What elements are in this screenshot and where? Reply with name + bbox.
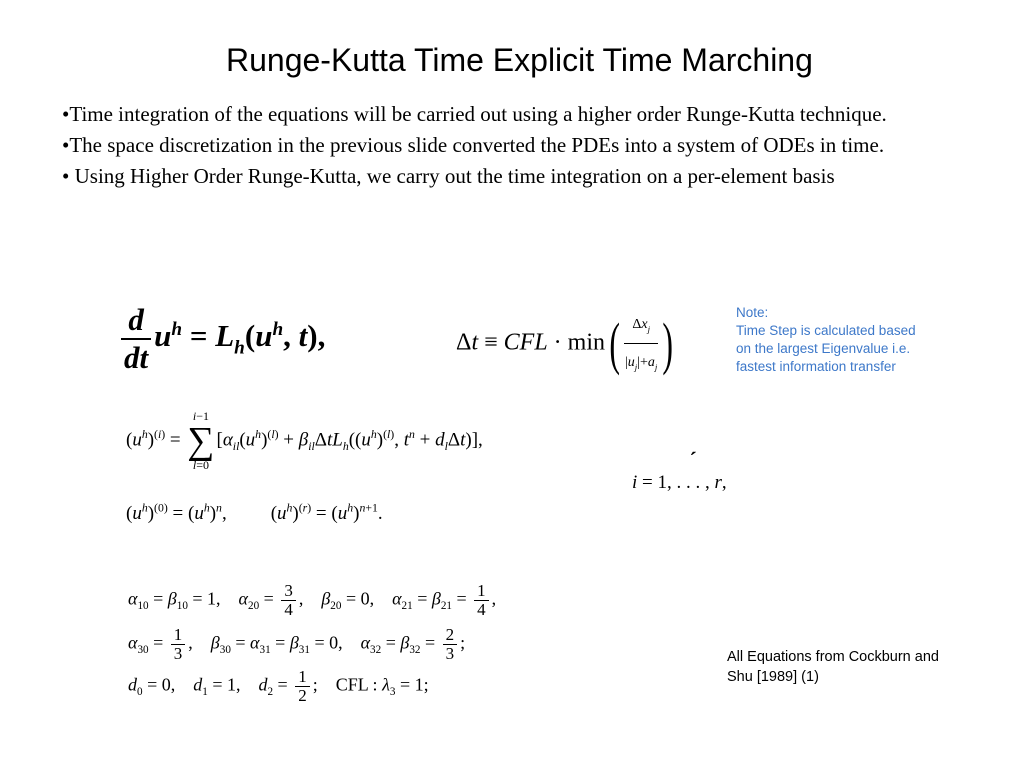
coefficient-line-1: $\alpha_{10} = \beta_{10} = 1$, $\alpha_{20}$ = $\frac{3}{4}$ , $\beta_{20} = 0$, $\alpha_{21} = \beta_{21}$ = $\frac{1}{4}$ , [128, 581, 497, 619]
note-box [736, 304, 966, 376]
bullet-item: •The space discretization in the previous slide converted the PDEs into a system of ODEs in time. [62, 133, 885, 157]
bullet-item: •Time integration of the equations will be carried out using a higher order Runge-Kutta technique. [62, 102, 887, 126]
stage-range-equation: i = 1, . . . , r, [632, 472, 727, 493]
coefficient-line-3: $d_0 = 0$, $d_1 = 1$, $d_2$ = $\frac{1}{2}$ ; CFL : $\lambda_3 = 1$; [128, 667, 429, 705]
note-heading: Note: [736, 305, 769, 320]
stray-dot-mark: ˏ [690, 430, 698, 455]
rk-stage-equation: $(u^h)^{(i)} = i-1$ ∑ $l=0[\alpha_{il}(u^h)^{(l)} + \beta_{il}\Delta tL_h((u^h)^{(l)}$, $t^n + d_l\Delta t$)], [126, 409, 483, 472]
bullet-item: • Using Higher Order Runge-Kutta, we carry out the time integration on a per-element basis [62, 164, 835, 188]
note-line: on the largest Eigenvalue i.e. [736, 341, 911, 356]
semi-discrete-ode-equation: $\frac{d}{dt}$ $u^h = L_h(u^h$, t), [118, 302, 325, 376]
note-line: fastest information transfer [736, 359, 896, 374]
initial-final-equation: $(u^h)^{(0)} = (u^h)^n$, $(u^h)^{(r)} = (u^h)^{n+1}$. [126, 501, 383, 524]
bullet-list [62, 99, 902, 192]
time-step-equation: Δt ≡ CFL · min( $\frac{\Delta x_j}{|u_j|+a_j}$ ) [456, 311, 673, 376]
equation-source-credit: All Equations from Cockburn and Shu [1989] (1) [727, 649, 939, 685]
coefficient-line-2: $\alpha_{30}$ = $\frac{1}{3}$ , $\beta_{30} = \alpha_{31} = \beta_{31} = 0$, $\alpha_{32} = \beta_{32}$ = $\frac{2}{3}$ ; [128, 625, 466, 663]
note-line: Time Step is calculated based [736, 323, 916, 338]
slide-title: Runge-Kutta Time Explicit Time Marching [226, 42, 813, 78]
